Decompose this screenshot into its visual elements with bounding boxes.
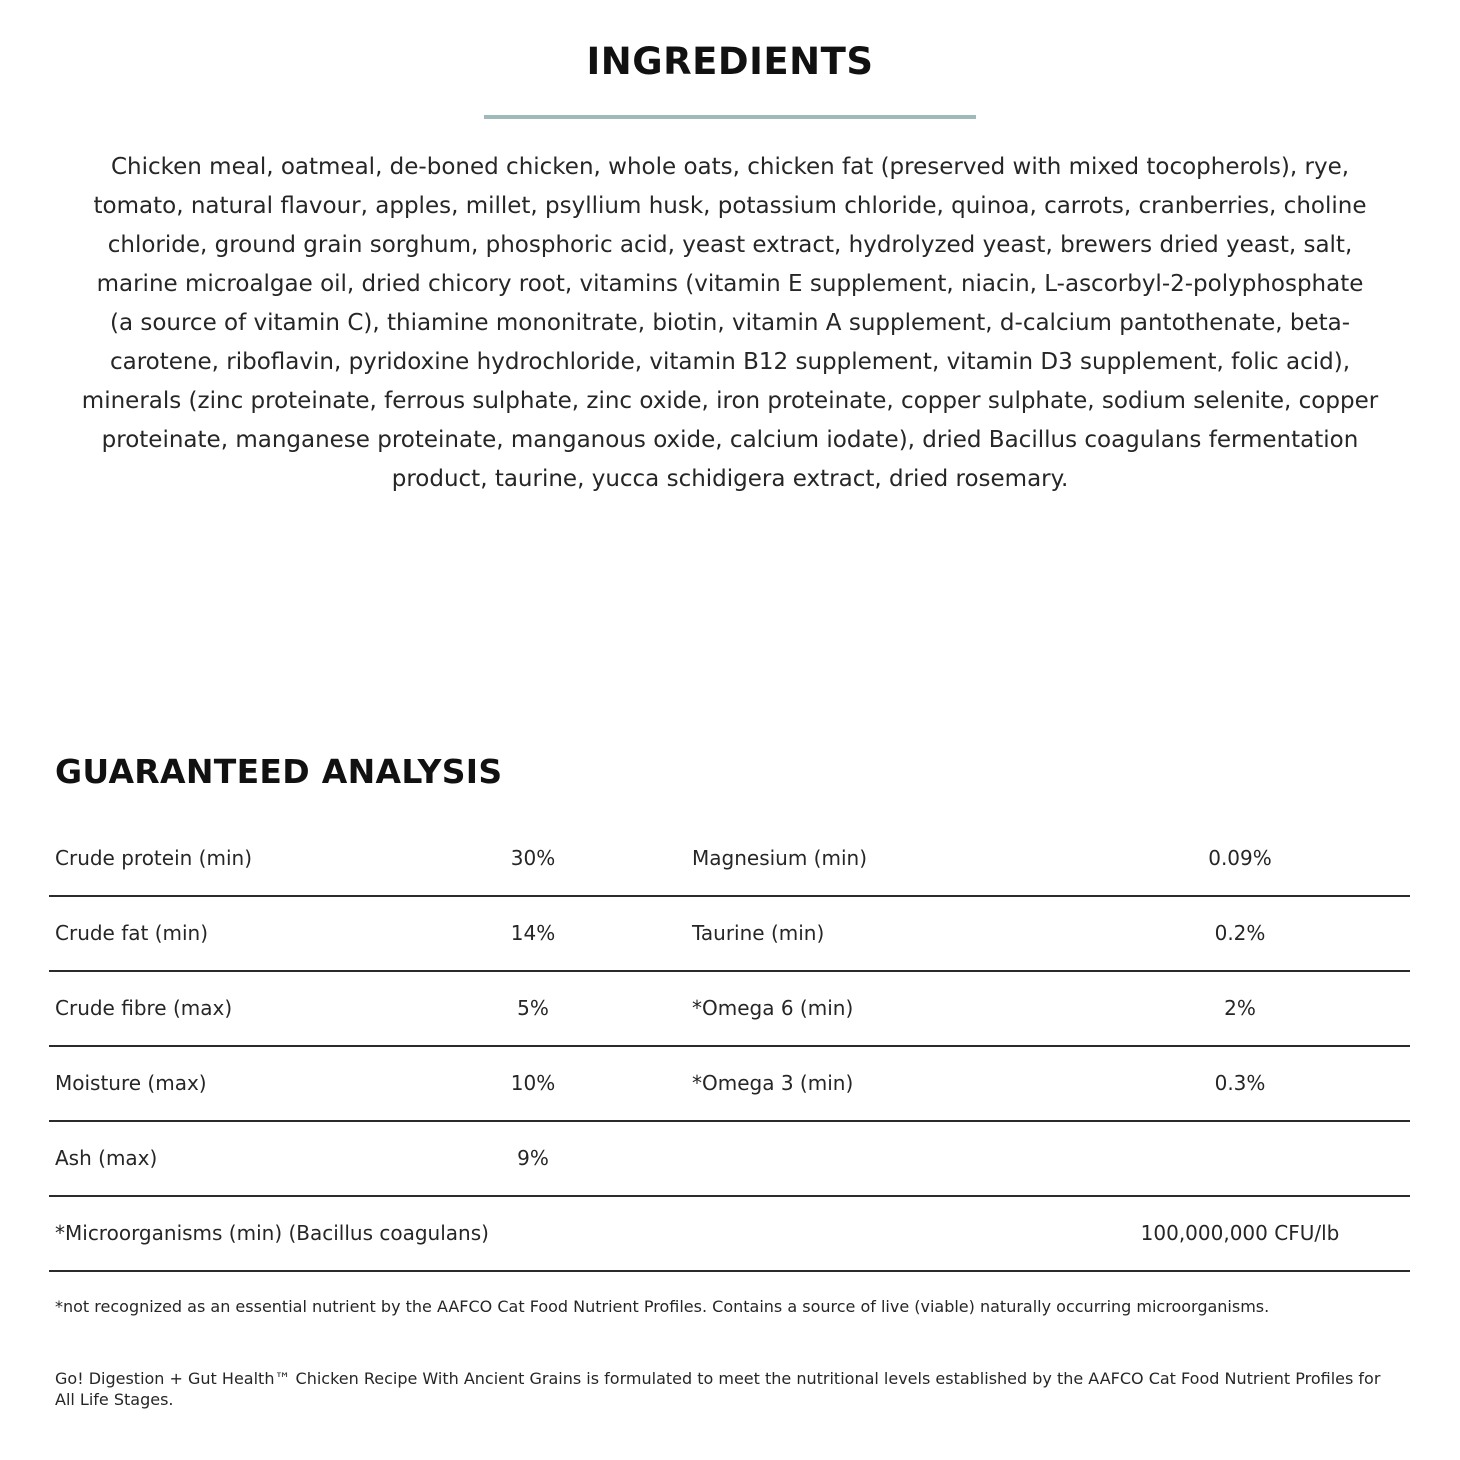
nutrient-value: 9% (517, 1146, 549, 1170)
nutrient-label: Crude fat (min) (55, 921, 209, 945)
analysis-title: GUARANTEED ANALYSIS (55, 752, 503, 791)
ingredients-line: tomato, natural flavour, apples, millet, psyllium husk, potassium chloride, quinoa, carrots, cranberries, choline (93, 193, 1367, 219)
ingredients-line: marine microalgae oil, dried chicory root, vitamins (vitamin E supplement, niacin, L-ascorbyl-2-polyphosphate (96, 271, 1364, 297)
nutrient-value: 30% (510, 846, 556, 870)
ingredients-line: proteinate, manganese proteinate, manganous oxide, calcium iodate), dried Bacillus coagulans fermentation (101, 427, 1359, 453)
title-divider (484, 115, 976, 119)
table-row (49, 1197, 1410, 1272)
nutrient-label: *Omega 3 (min) (692, 1071, 854, 1095)
nutrient-label: Crude protein (min) (55, 846, 252, 870)
nutrient-label: *Omega 6 (min) (692, 996, 854, 1020)
nutrient-value: 100,000,000 CFU/lb (1140, 1221, 1340, 1245)
nutrient-label: Magnesium (min) (692, 846, 867, 870)
table-row (49, 822, 1410, 897)
ingredients-line: product, taurine, yucca schidigera extract, dried rosemary. (391, 466, 1069, 492)
ingredients-title: INGREDIENTS (586, 40, 874, 83)
ingredients-line: carotene, riboflavin, pyridoxine hydrochloride, vitamin B12 supplement, vitamin D3 supplement, folic acid), (109, 349, 1351, 375)
nutrient-value: 14% (510, 921, 556, 945)
ingredients-line: (a source of vitamin C), thiamine mononitrate, biotin, vitamin A supplement, d-calcium pantothenate, beta- (109, 310, 1351, 336)
analysis-table (49, 822, 1410, 1272)
ingredients-text (40, 148, 1420, 499)
table-row (49, 897, 1410, 972)
nutrient-value: 10% (510, 1071, 556, 1095)
nutrient-label: Ash (max) (55, 1146, 158, 1170)
ingredients-line: chloride, ground grain sorghum, phosphoric acid, yeast extract, hydrolyzed yeast, brewers dried yeast, salt, (107, 232, 1353, 258)
nutrient-value (1140, 1122, 1340, 1195)
nutrient-label: Taurine (min) (692, 921, 825, 945)
footnote: *not recognized as an essential nutrient by the AAFCO Cat Food Nutrient Profiles. Contains a source of live (viable) naturally occurring microorganisms. (55, 1297, 1270, 1316)
table-row (49, 1122, 1410, 1197)
nutrient-label: *Microorganisms (min) (Bacillus coagulans) (55, 1221, 489, 1245)
nutrient-label: Moisture (max) (55, 1071, 207, 1095)
nutrient-value: 2% (1224, 996, 1256, 1020)
nutrient-value: 0.09% (1208, 846, 1272, 870)
nutrient-value: 0.2% (1214, 921, 1266, 945)
ingredients-line: minerals (zinc proteinate, ferrous sulphate, zinc oxide, iron proteinate, copper sulphate, sodium selenite, copper (81, 388, 1379, 414)
table-row (49, 1047, 1410, 1122)
nutrient-value: 5% (517, 996, 549, 1020)
nutritional-statement: Go! Digestion + Gut Health™ Chicken Recipe With Ancient Grains is formulated to meet the nutritional levels established by the AAFCO Cat Food Nutrient Profiles for All Life Stages. (55, 1369, 1381, 1409)
table-row (49, 972, 1410, 1047)
ingredients-line: Chicken meal, oatmeal, de-boned chicken, whole oats, chicken fat (preserved with mixed tocopherols), rye, (110, 154, 1350, 180)
nutrient-value (483, 1197, 583, 1270)
nutrient-value: 0.3% (1214, 1071, 1266, 1095)
nutrient-label: Crude fibre (max) (55, 996, 233, 1020)
